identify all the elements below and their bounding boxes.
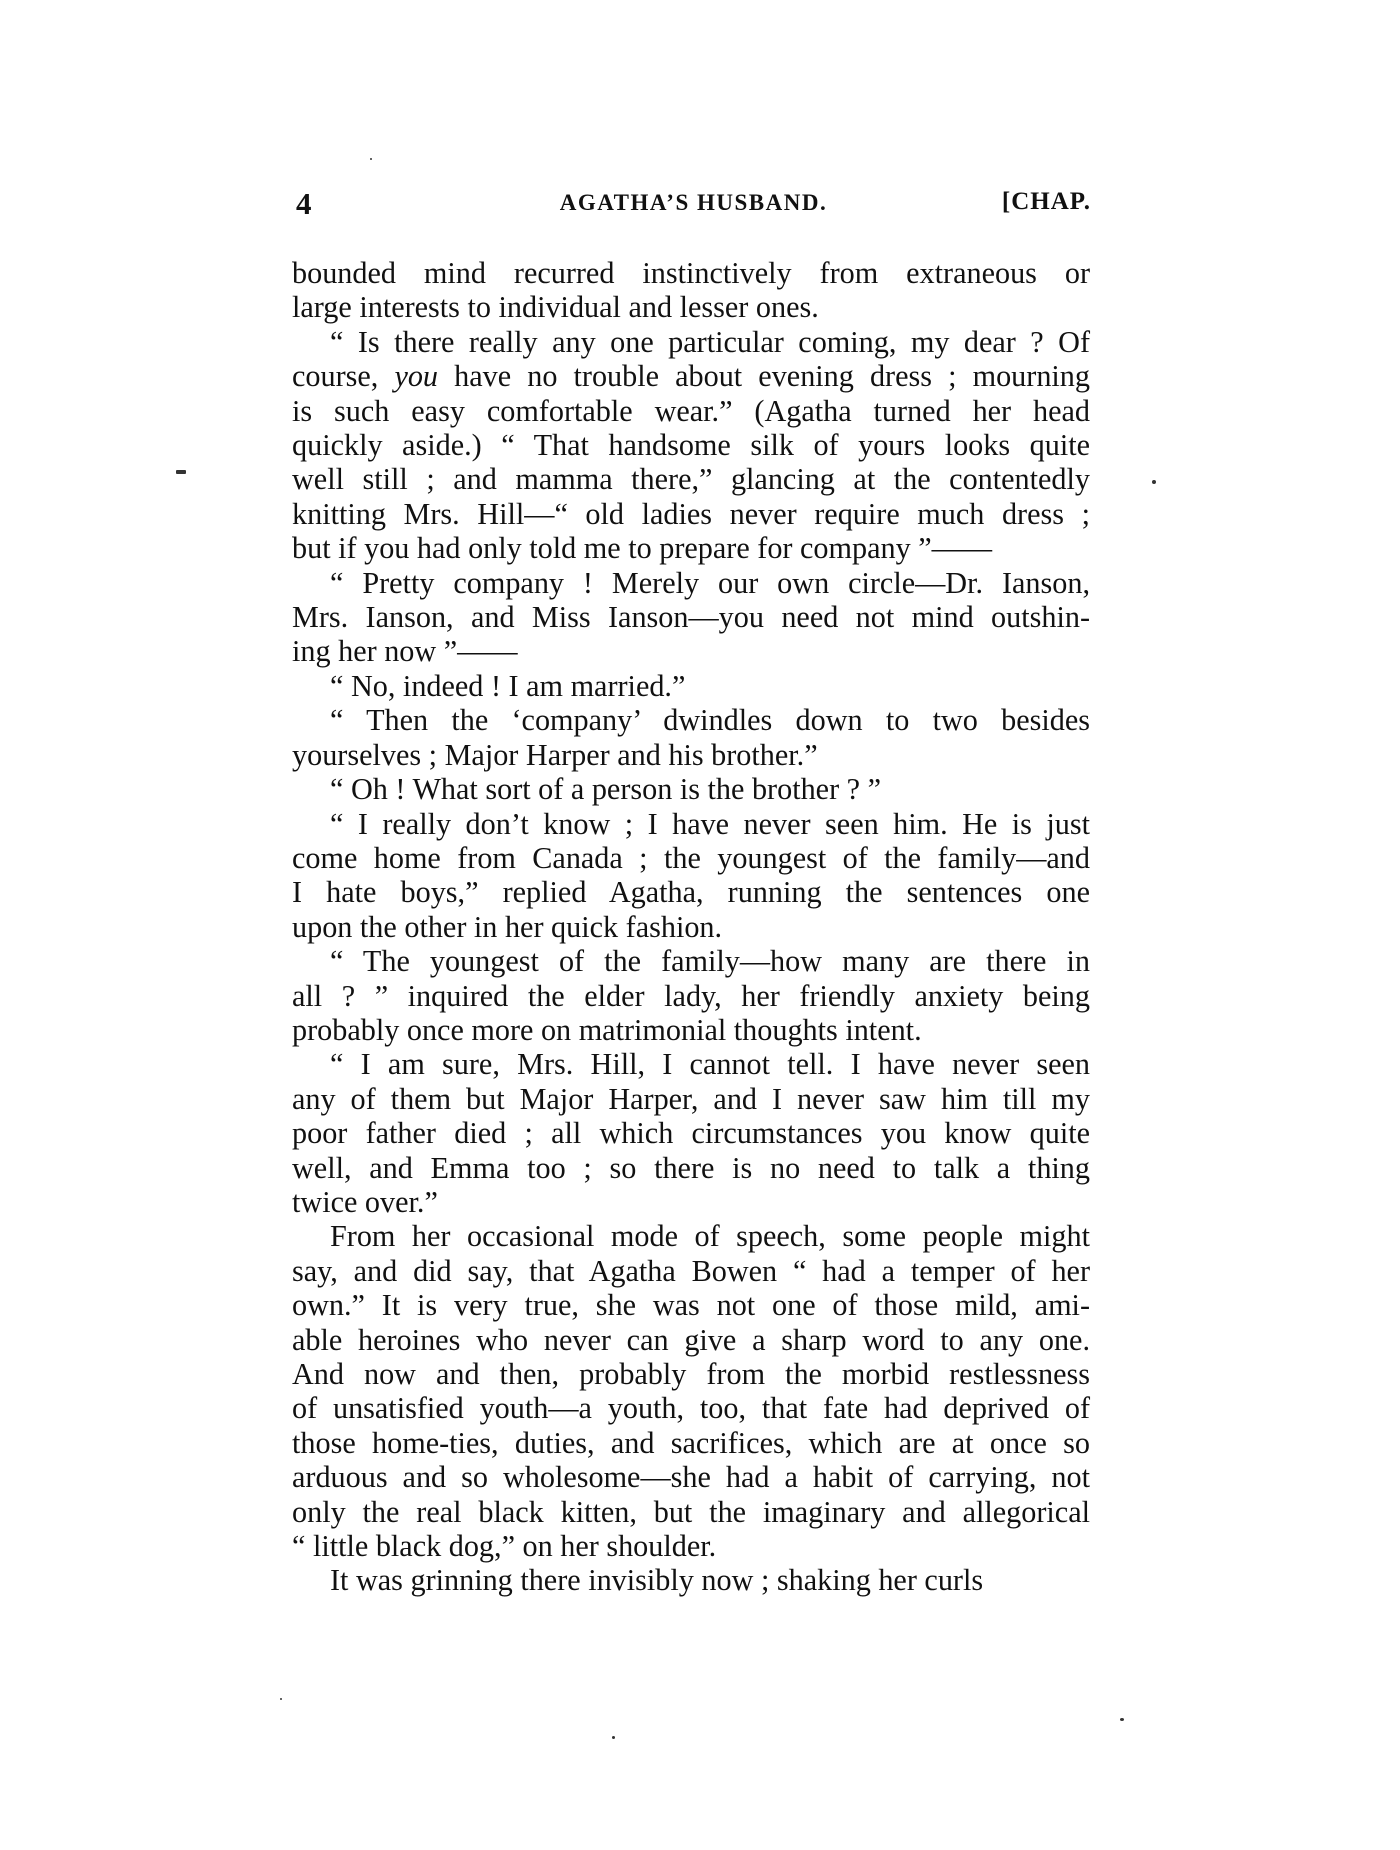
text-line: own.” It is very true, she was not one of those mild, ami-: [292, 1288, 1090, 1323]
body-text: [292, 256, 1090, 1598]
chapter-mark: [CHAP.: [1001, 188, 1091, 215]
text-line: knitting Mrs. Hill—“ old ladies never require much dress ;: [292, 496, 1090, 531]
text-line: “ Pretty company ! Merely our own circle—Dr. Ianson,: [330, 565, 1090, 600]
paragraph: [292, 669, 1090, 703]
scan-speck: [176, 470, 186, 474]
text-line: is such easy comfortable wear.” (Agatha turned her head: [292, 393, 1090, 428]
text-line: well, and Emma too ; so there is no need to talk a thing: [292, 1150, 1090, 1185]
text-line: “ I am sure, Mrs. Hill, I cannot tell. I have never seen: [330, 1047, 1090, 1082]
page-number: 4: [296, 186, 312, 221]
text-line: “ Then the ‘company’ dwindles down to two besides: [330, 703, 1090, 738]
scan-speck: [280, 1698, 282, 1700]
text-line: yourselves ; Major Harper and his brother.”: [292, 737, 818, 772]
text-line: quickly aside.) “ That handsome silk of yours looks quite: [292, 428, 1090, 463]
text-line: twice over.”: [292, 1184, 438, 1219]
paragraph: [292, 256, 1090, 325]
text-line: large interests to individual and lesser ones.: [292, 290, 819, 325]
text-line: course, you have no trouble about evening dress ; mourning: [292, 359, 1090, 394]
paragraph: [292, 703, 1090, 772]
text-line: of unsatisfied youth—a youth, too, that fate had deprived of: [292, 1391, 1090, 1426]
text-line: but if you had only told me to prepare for company ”——: [292, 531, 993, 566]
paragraph: [292, 1047, 1090, 1219]
text-line: Mrs. Ianson, and Miss Ianson—you need not mind outshin-: [292, 600, 1090, 635]
text-line: From her occasional mode of speech, some people might: [330, 1219, 1090, 1254]
text-line: poor father died ; all which circumstances you know quite: [292, 1116, 1090, 1151]
text-line: all ? ” inquired the elder lady, her friendly anxiety being: [292, 978, 1090, 1013]
text-line: It was grinning there invisibly now ; shaking her curls: [330, 1563, 984, 1598]
text-line: those home-ties, duties, and sacrifices, which are at once so: [292, 1425, 1090, 1460]
text-line: I hate boys,” replied Agatha, running the sentences one: [292, 875, 1090, 910]
text-line: “ Is there really any one particular coming, my dear ? Of: [330, 324, 1090, 359]
text-line: “ No, indeed ! I am married.”: [330, 668, 686, 703]
text-line: able heroines who never can give a sharp word to any one.: [292, 1322, 1090, 1357]
text-line: well still ; and mamma there,” glancing at the contentedly: [292, 462, 1090, 497]
text-line: only the real black kitten, but the imaginary and allegorical: [292, 1494, 1090, 1529]
scan-speck: [1152, 480, 1156, 484]
running-header: [296, 186, 1091, 226]
scan-speck: [370, 158, 372, 160]
text-line: “ The youngest of the family—how many are there in: [330, 944, 1090, 979]
scan-speck: [612, 1736, 615, 1739]
text-line: “ I really don’t know ; I have never seen him. He is just: [330, 806, 1090, 841]
text-line: “ little black dog,” on her shoulder.: [292, 1529, 717, 1564]
paragraph: [292, 1219, 1090, 1563]
paragraph: [292, 944, 1090, 1047]
paragraph: [292, 1563, 1090, 1597]
text-line: come home from Canada ; the youngest of the family—and: [292, 840, 1090, 875]
paragraph: [292, 772, 1090, 806]
text-line: upon the other in her quick fashion.: [292, 909, 723, 944]
text-line: bounded mind recurred instinctively from extraneous or: [292, 256, 1090, 290]
text-line: probably once more on matrimonial thoughts intent.: [292, 1012, 922, 1047]
paragraph: [292, 325, 1090, 566]
text-line: ing her now ”——: [292, 634, 518, 669]
text-line: arduous and so wholesome—she had a habit of carrying, not: [292, 1460, 1090, 1495]
text-line: And now and then, probably from the morbid restlessness: [292, 1357, 1090, 1391]
text-line: “ Oh ! What sort of a person is the brother ? ”: [330, 772, 882, 807]
scan-speck: [1120, 1718, 1124, 1721]
paragraph: [292, 807, 1090, 945]
text-line: say, and did say, that Agatha Bowen “ had a temper of her: [292, 1253, 1090, 1288]
running-title: AGATHA’S HUSBAND.: [559, 190, 828, 215]
text-line: any of them but Major Harper, and I never saw him till my: [292, 1081, 1090, 1116]
paragraph: [292, 566, 1090, 669]
